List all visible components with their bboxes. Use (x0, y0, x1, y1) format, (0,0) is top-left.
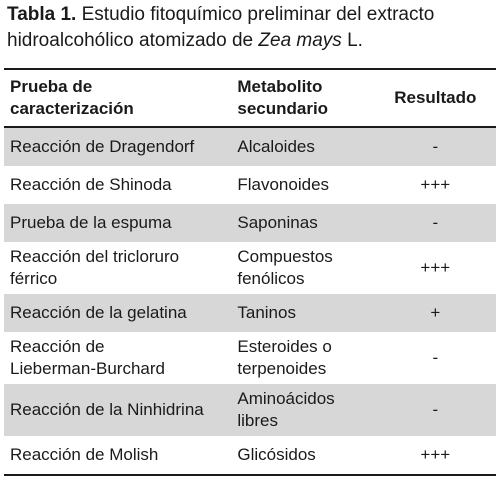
cell-metabolite (231, 332, 374, 384)
cell-metabolite (231, 242, 374, 294)
header-metabolite-line2: secundario (237, 99, 329, 118)
table-caption-suffix: L. (341, 30, 363, 51)
header-test-line1: Prueba de (10, 77, 93, 96)
cell-metabolite (231, 436, 374, 475)
table-row (4, 436, 496, 475)
cell-result: +++ (420, 258, 451, 277)
cell-metabolite-line: Alcaloides (237, 137, 315, 156)
cell-test-line: Reacción de la gelatina (10, 303, 187, 322)
cell-result: - (375, 384, 496, 436)
cell-test-line: Reacción de Dragendorf (10, 137, 195, 156)
table-caption-lead: Tabla 1. (7, 4, 77, 25)
cell-metabolite (231, 294, 374, 332)
phytochemical-table (4, 68, 496, 476)
table-header (4, 69, 496, 127)
cell-test (4, 294, 231, 332)
cell-test (4, 204, 231, 242)
table-row (4, 127, 496, 166)
cell-metabolite-line: Glicósidos (237, 445, 316, 464)
cell-metabolite-line: Esteroides o (237, 337, 332, 356)
table-caption-text: Estudio fitoquímico preliminar del extracto hidroalcohólico atomizado de (7, 4, 435, 51)
cell-metabolite-line: Saponinas (237, 213, 318, 232)
cell-metabolite-line: fenólicos (237, 269, 305, 288)
cell-result: + (375, 294, 496, 332)
cell-result: +++ (420, 445, 451, 464)
cell-metabolite (231, 166, 374, 204)
cell-metabolite (231, 127, 374, 166)
cell-metabolite-line: Aminoácidos (237, 389, 335, 408)
cell-test (4, 332, 231, 384)
table-caption (4, 0, 496, 54)
cell-metabolite (231, 384, 374, 436)
table-row (4, 332, 496, 384)
cell-test (4, 242, 231, 294)
cell-metabolite-line: Taninos (237, 303, 296, 322)
cell-test-line: Reacción del tricloruro (10, 247, 180, 266)
cell-test (4, 436, 231, 475)
cell-test-line: férrico (10, 269, 58, 288)
cell-test-line: Reacción de Molish (10, 445, 159, 464)
table-row (4, 384, 496, 436)
header-test-line2: caracterización (10, 99, 134, 118)
cell-test-line: Reacción de la Ninhidrina (10, 400, 204, 419)
header-test (4, 69, 231, 127)
cell-test (4, 166, 231, 204)
cell-metabolite (231, 204, 374, 242)
table-row (4, 294, 496, 332)
cell-result: +++ (420, 175, 451, 194)
cell-test-line: Reacción de Shinoda (10, 175, 172, 194)
cell-metabolite-line: terpenoides (237, 359, 327, 378)
cell-metabolite-line: libres (237, 411, 278, 430)
cell-result: - (375, 204, 496, 242)
cell-test-line: Prueba de la espuma (10, 213, 172, 232)
cell-test (4, 384, 231, 436)
table-caption-species: Zea mays (258, 30, 342, 51)
cell-metabolite-line: Compuestos (237, 247, 333, 266)
cell-result: - (432, 348, 439, 367)
header-metabolite (231, 69, 374, 127)
table-row (4, 242, 496, 294)
table-body (4, 127, 496, 475)
cell-metabolite-line: Flavonoides (237, 175, 330, 194)
cell-test-line: Reacción de (10, 337, 105, 356)
table-row (4, 204, 496, 242)
header-metabolite-line1: Metabolito (237, 77, 323, 96)
cell-test-line: Lieberman-Burchard (10, 359, 165, 378)
cell-result: - (375, 127, 496, 166)
table-header-row (4, 69, 496, 127)
cell-test (4, 127, 231, 166)
table-row (4, 166, 496, 204)
header-result: Resultado (394, 88, 477, 107)
